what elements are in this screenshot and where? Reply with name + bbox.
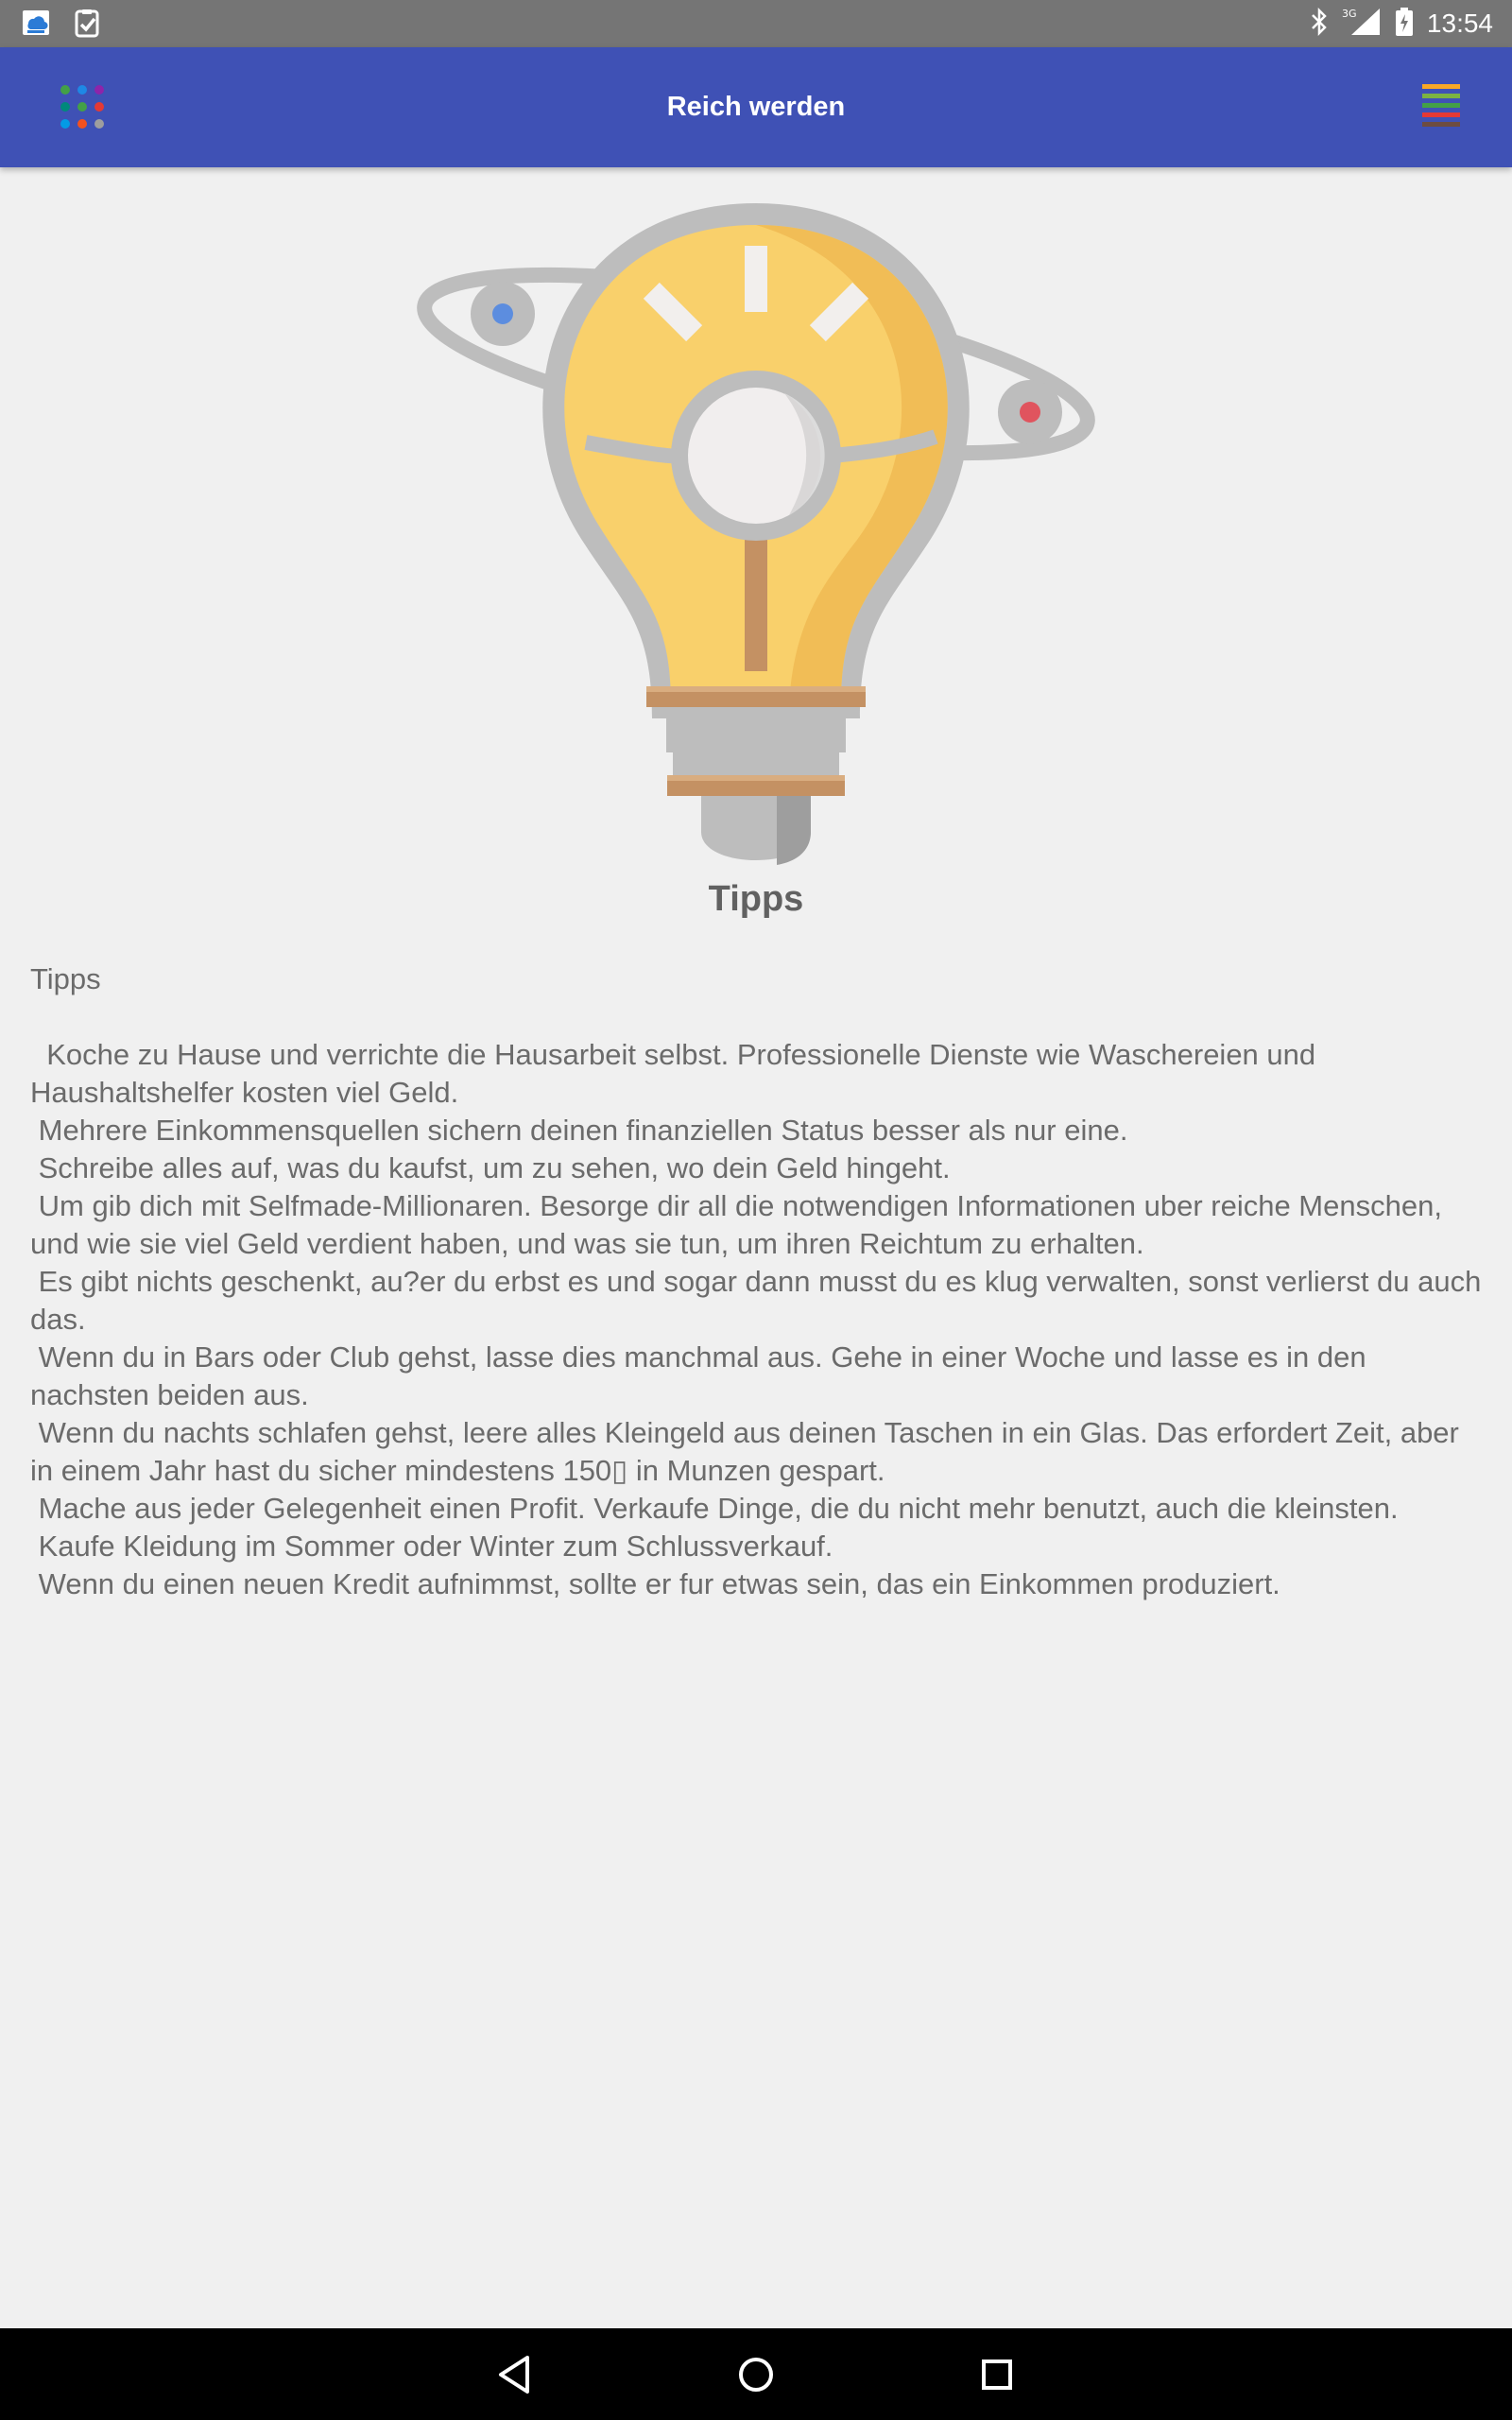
home-icon [735, 2354, 777, 2395]
lightbulb-icon [406, 189, 1106, 879]
recents-button[interactable] [968, 2345, 1026, 2404]
app-bar [0, 47, 1512, 167]
status-bar [0, 0, 1512, 47]
content-heading: Tipps [30, 962, 101, 995]
section-title: Tipps [708, 879, 804, 919]
recents-icon [978, 2356, 1016, 2394]
status-notifications [21, 8, 102, 42]
navigation-bar [0, 2328, 1512, 2420]
home-button[interactable] [727, 2345, 785, 2404]
signal-icon [1342, 7, 1382, 41]
tip-item: Schreibe alles auf, was du kaufst, um zu sehen, wo dein Geld hingeht. [30, 1151, 951, 1184]
hero-illustration [406, 189, 1106, 879]
tips-content [30, 960, 1489, 1603]
tip-item: Kaufe Kleidung im Sommer oder Winter zum Schlussverkauf. [30, 1530, 833, 1563]
menu-icon [1420, 80, 1462, 133]
tip-item: Um gib dich mit Selfmade-Millionaren. Besorge dir all die notwendigen Informationen uber reiche Menschen, und wie sie viel Geld verdient haben, und was sie tun, um ihren Reichtum zu erhalten. [30, 1189, 1451, 1260]
tip-item: Koche zu Hause und verrichte die Hausarbeit selbst. Professionelle Dienste wie Waschereien und Haushaltshelfer kosten viel Geld. [30, 1038, 1324, 1109]
tip-item: Mache aus jeder Gelegenheit einen Profit. Verkaufe Dinge, die du nicht mehr benutzt, auch die kleinsten. [30, 1492, 1399, 1525]
status-time: 13:54 [1426, 9, 1493, 38]
bluetooth-icon [1310, 8, 1329, 40]
tip-item: Es gibt nichts geschenkt, au?er du erbst es und sogar dann musst du es klug verwalten, sonst verlierst du auch das. [30, 1265, 1489, 1336]
task-check-icon [72, 8, 102, 42]
status-system [1310, 8, 1493, 40]
tip-item: Wenn du nachts schlafen gehst, leere alles Kleingeld aus deinen Taschen in ein Glas. Das erfordert Zeit, aber in einem Jahr hast du sicher mindestens 150▯ in Munzen gespart. [30, 1416, 1468, 1487]
tip-item: Wenn du in Bars oder Club gehst, lasse dies manchmal aus. Gehe in einer Woche und lasse es in den nachsten beiden aus. [30, 1340, 1375, 1411]
back-icon [495, 2354, 533, 2395]
battery-icon [1395, 7, 1414, 41]
cloud-notification-icon [21, 8, 51, 42]
tip-item: Mehrere Einkommensquellen sichern deinen finanziellen Status besser als nur eine. [30, 1114, 1128, 1147]
tip-item: Wenn du einen neuen Kredit aufnimmst, sollte er fur etwas sein, das ein Einkommen produziert. [30, 1567, 1280, 1600]
app-title: Reich werden [666, 92, 846, 122]
back-button[interactable] [485, 2345, 543, 2404]
menu-button[interactable] [1408, 74, 1474, 140]
network-type-label: 3G [1341, 8, 1357, 20]
